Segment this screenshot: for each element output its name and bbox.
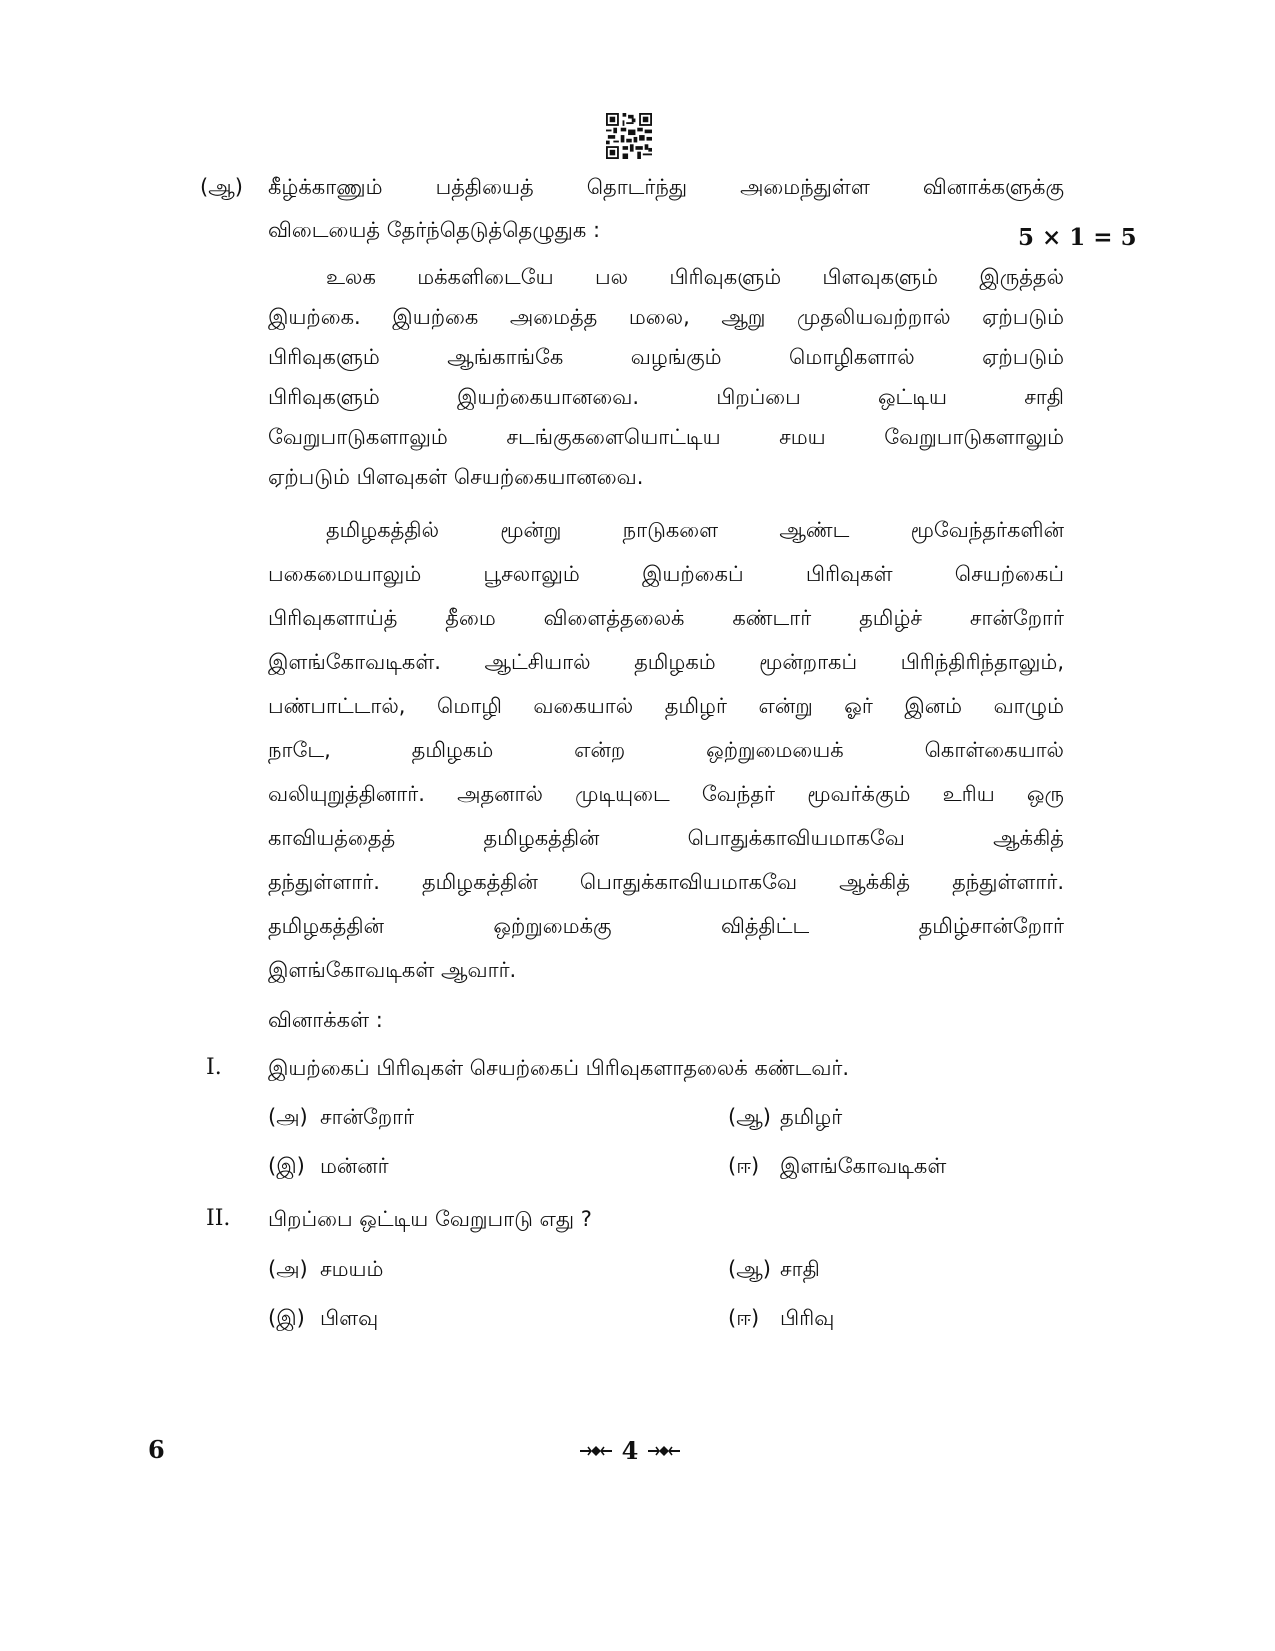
page-number: 4 — [621, 1436, 639, 1465]
paper-code: 6 — [148, 1435, 165, 1464]
option-text: சான்றோர் — [320, 1105, 415, 1129]
option-text: இளங்கோவடிகள் — [780, 1154, 947, 1178]
passage-line: தமிழகத்தில் மூன்று நாடுகளை ஆண்ட மூவேந்தர்களின் — [326, 518, 1064, 542]
option-text: பிளவு — [320, 1306, 379, 1330]
option-label: (ஈ) — [728, 1306, 760, 1330]
option-text: மன்னர் — [320, 1154, 389, 1178]
passage-line: ஏற்படும் பிளவுகள் செயற்கையானவை. — [268, 465, 644, 489]
option-text: சாதி — [780, 1257, 820, 1281]
ornament-right-icon — [647, 1445, 681, 1457]
passage-line: பிரிவுகளும் ஆங்காங்கே வழங்கும் மொழிகளால் ஏற்படும் — [268, 345, 1064, 369]
option-ii — [728, 1303, 834, 1333]
option-aa — [728, 1254, 820, 1284]
question-label: (ஆ) — [200, 175, 243, 199]
passage-line: வேறுபாடுகளாலும் சடங்குகளையொட்டிய சமய வேறுபாடுகளாலும் — [268, 425, 1064, 449]
question-text: பிறப்பை ஒட்டிய வேறுபாடு எது ? — [268, 1207, 592, 1231]
question-instruction-line1: கீழ்க்காணும் பத்தியைத் தொடர்ந்து அமைந்துள்ள வினாக்களுக்கு — [268, 175, 1064, 199]
passage-line: பிரிவுகளாய்த் தீமை விளைத்தலைக் கண்டார் தமிழ்ச் சான்றோர் — [268, 606, 1064, 630]
question-instruction-line2: விடையைத் தேர்ந்தெடுத்தெழுதுக : — [268, 218, 601, 242]
option-i — [268, 1151, 389, 1181]
page-number-footer — [560, 1434, 700, 1465]
passage-line: இளங்கோவடிகள். ஆட்சியால் தமிழகம் மூன்றாகப் பிரிந்திரிந்தாலும், — [268, 650, 1064, 674]
passage-line: பிரிவுகளும் இயற்கையானவை. பிறப்பை ஒட்டிய சாதி — [268, 385, 1064, 409]
passage-line: காவியத்தைத் தமிழகத்தின் பொதுக்காவியமாகவே ஆக்கித் — [268, 826, 1064, 850]
qr-code-icon — [606, 113, 652, 159]
option-ii — [728, 1151, 946, 1181]
passage-line: பண்பாட்டால், மொழி வகையால் தமிழர் என்று ஓர் இனம் வாழும் — [268, 694, 1064, 718]
option-text: பிரிவு — [780, 1306, 835, 1330]
passage-line: இயற்கை. இயற்கை அமைத்த மலை, ஆறு முதலியவற்றால் ஏற்படும் — [268, 305, 1064, 329]
option-label: (அ) — [268, 1257, 308, 1281]
marks-allocation: 5 × 1 = 5 — [1018, 224, 1137, 251]
option-label: (ஈ) — [728, 1154, 760, 1178]
passage-line: உலக மக்களிடையே பல பிரிவுகளும் பிளவுகளும் இருத்தல் — [326, 265, 1064, 289]
option-label: (ஆ) — [728, 1105, 771, 1129]
passage-line: தந்துள்ளார். தமிழகத்தின் பொதுக்காவியமாகவே ஆக்கித் தந்துள்ளார். — [268, 870, 1064, 894]
option-i — [268, 1303, 378, 1333]
questions-heading: வினாக்கள் : — [268, 1008, 383, 1032]
passage-line: தமிழகத்தின் ஒற்றுமைக்கு வித்திட்ட தமிழ்சான்றோர் — [268, 914, 1064, 938]
option-label: (இ) — [268, 1306, 305, 1330]
passage-line: பகைமையாலும் பூசலாலும் இயற்கைப் பிரிவுகள் செயற்கைப் — [268, 562, 1064, 586]
passage-line: இளங்கோவடிகள் ஆவார். — [268, 958, 517, 982]
option-a — [268, 1102, 414, 1132]
option-aa — [728, 1102, 842, 1132]
question-number: I. — [206, 1055, 222, 1080]
option-text: தமிழர் — [780, 1105, 843, 1129]
option-label: (இ) — [268, 1154, 305, 1178]
passage-line: வலியுறுத்தினார். அதனால் முடியுடை வேந்தர் மூவர்க்கும் உரிய ஒரு — [268, 782, 1064, 806]
ornament-left-icon — [579, 1445, 613, 1457]
question-text: இயற்கைப் பிரிவுகள் செயற்கைப் பிரிவுகளாதலைக் கண்டவர். — [268, 1056, 850, 1080]
option-label: (அ) — [268, 1105, 308, 1129]
question-number: II. — [206, 1206, 231, 1231]
option-label: (ஆ) — [728, 1257, 771, 1281]
option-text: சமயம் — [320, 1257, 384, 1281]
passage-line: நாடே, தமிழகம் என்ற ஒற்றுமையைக் கொள்கையால் — [268, 738, 1064, 762]
option-a — [268, 1254, 383, 1284]
